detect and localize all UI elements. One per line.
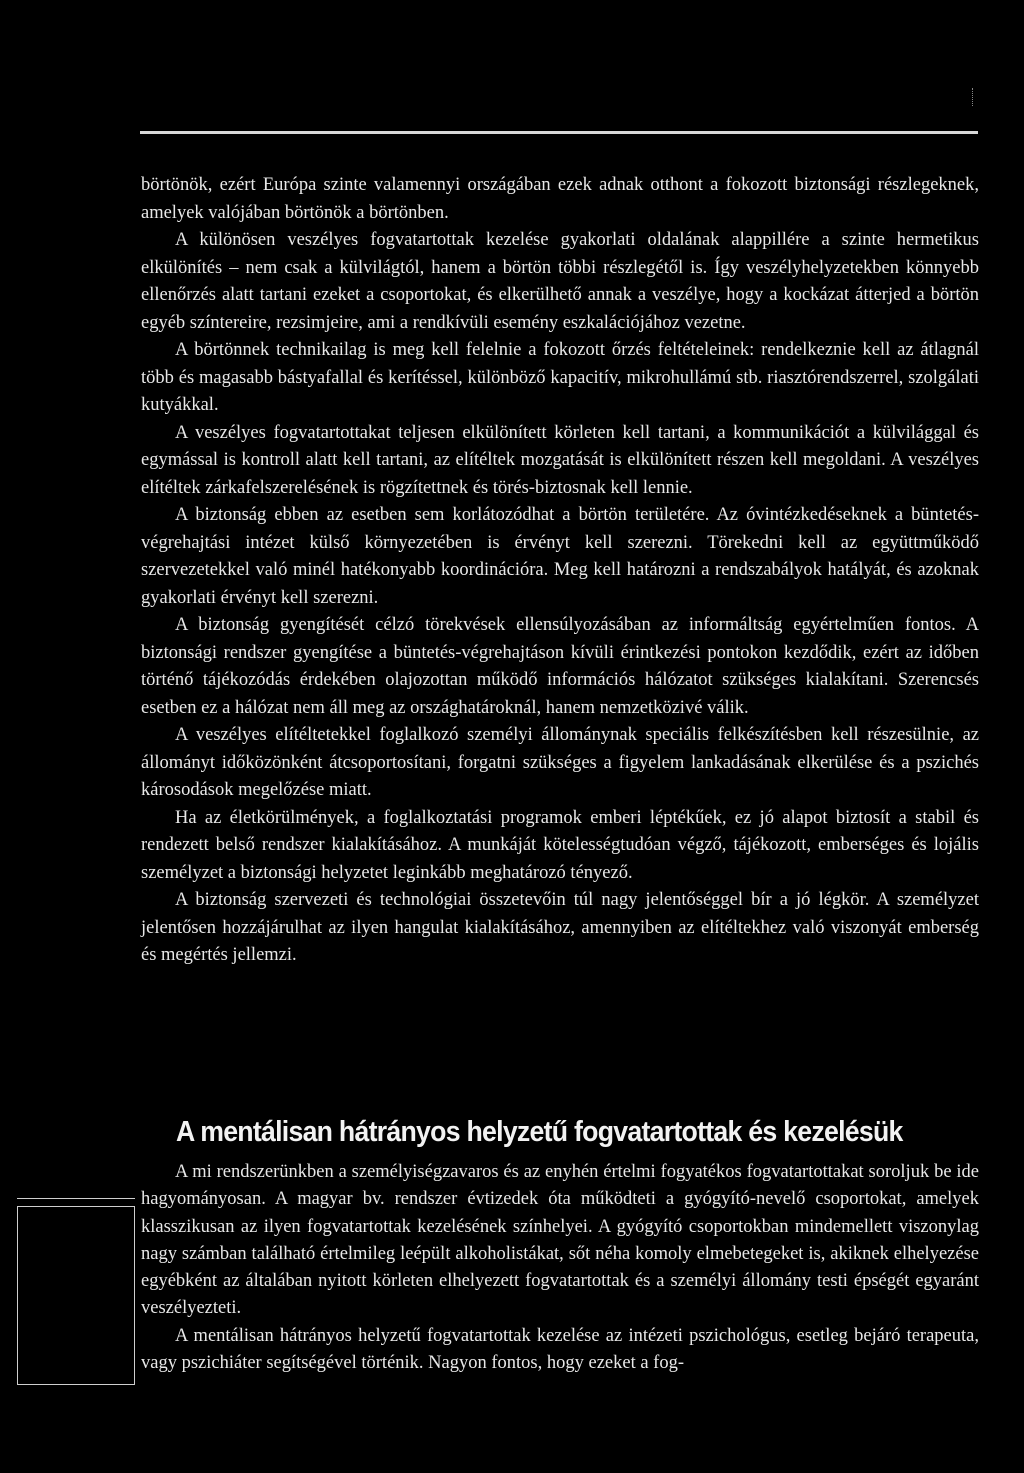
section-text <box>141 1159 979 1377</box>
paragraph: A biztonság ebben az esetben sem korlátozódhat a börtön területére. Az óvintézkedéseknek a büntetés-végrehajtási intézet külső környezetében is érvényt kell szerezni. Törekedni kell az együttműködő szervezetekkel való minél hatékonyabb koordinációra. Meg kell határozni a rendszabályok hatályát, és azoknak gyakorlati érvényt kell szerezni. <box>141 505 979 608</box>
paragraph: A veszélyes fogvatartottakat teljesen elkülönített körleten kell tartani, a kommunikációt a külvilággal és egymással is kontroll alatt kell tartani, az elítéltek mozgatását is elkülönített részen kell megoldani. A veszélyes elítéltek zárkafelszerelésének is rögzítettnek és törés-biztosnak kell lennie. <box>141 422 979 498</box>
paragraph: A biztonság gyengítését célzó törekvések ellensúlyozásában az informáltság egyértelműen fontos. A biztonsági rendszer gyengítése a büntetés-végrehajtáson kívüli érintkezési pontokon kezdődik, ezért az időben történő tájékozódás érdekében olajozottan működő információs hálózatot szükséges kialakítani. Szerencsés esetben ez a hálózat nem áll meg az országhatároknál, hanem nemzetközivé válik. <box>141 615 979 718</box>
paragraph: börtönök, ezért Európa szinte valamennyi országában ezek adnak otthont a fokozott biztonsági részlegeknek, amelyek valójában börtönök a börtönben. <box>141 175 979 223</box>
corner-mark <box>972 88 974 106</box>
header-rule <box>140 131 978 134</box>
paragraph: A biztonság szervezeti és technológiai összetevőin túl nagy jelentőséggel bír a jó légkör. A személyzet jelentősen hozzájárulhat az ilyen hangulat kialakításához, amennyiben az elítéltekhez való viszonyát emberség és megértés jellemzi. <box>141 890 979 965</box>
paragraph: A veszélyes elítéltetekkel foglalkozó személyi állománynak speciális felkészítésben kell részesülnie, az állományt időközönként átcsoportosítani, forgatni szükséges a figyelem lankadásának elkerülése és a pszichés károsodások megelőzése miatt. <box>141 725 979 800</box>
side-box <box>17 1206 135 1385</box>
side-box-rule <box>17 1384 135 1385</box>
paragraph: A mentálisan hátrányos helyzetű fogvatartottak kezelése az intézeti pszichológus, esetleg bejáró terapeuta, vagy pszichiáter segítségével történik. Nagyon fontos, hogy ezeket a fog- <box>141 1325 979 1374</box>
paragraph: A különösen veszélyes fogvatartottak kezelése gyakorlati oldalának alappillére a szinte hermetikus elkülönítés – nem csak a külvilágtól, hanem a börtön többi részlegétől is. Így veszélyhelyzetekben könnyebb ellenőrzés alatt tartani ezeket a csoportokat, és elkerülhető annak a veszélye, hogy a kockázat átterjed a börtön egyéb színtereire, rezsimjeire, ami a rendkívüli esemény eszkalációjához vezetne. <box>141 230 979 333</box>
section-heading: A mentálisan hátrányos helyzetű fogvatartottak és kezelésük <box>176 1116 903 1148</box>
paragraph: Ha az életkörülmények, a foglalkoztatási programok emberi léptékűek, ez jó alapot biztosít a stabil és rendezett belső rendszer kialakításához. A munkáját kötelességtudóan végző, tájékozott, emberséges és lojális személyzet a biztonsági helyzetet leginkább meghatározó tényező. <box>141 807 979 883</box>
body-text <box>141 172 979 970</box>
paragraph: A börtönnek technikailag is meg kell felelnie a fokozott őrzés feltételeinek: rendelkeznie kell az átlagnál több és magasabb bástyafallal és kerítéssel, különböző kapacitív, mikrohullámú stb. riasztórendszerrel, szolgálati kutyákkal. <box>141 340 979 415</box>
side-box-rule <box>17 1198 135 1199</box>
paragraph: A mi rendszerünkben a személyiségzavaros és az enyhén értelmi fogyatékos fogvatartottakat soroljuk be ide hagyományosan. A magyar bv. rendszer évtizedek óta működteti a gyógyító-nevelő csoportokat, amelyek klasszikusan az ilyen fogvatartottak kezelésének színhelyei. A gyógyító csoportokban mindemellett viszonylag nagy számban található értelmileg leépült alkoholistákat, sőt néha komoly elmebetegeket is, akiknek elhelyezése egyébként az általában nyitott körleten elhelyezett fogvatartottak és a személyi állomány testi épségét egyaránt veszélyezteti. <box>141 1162 979 1319</box>
